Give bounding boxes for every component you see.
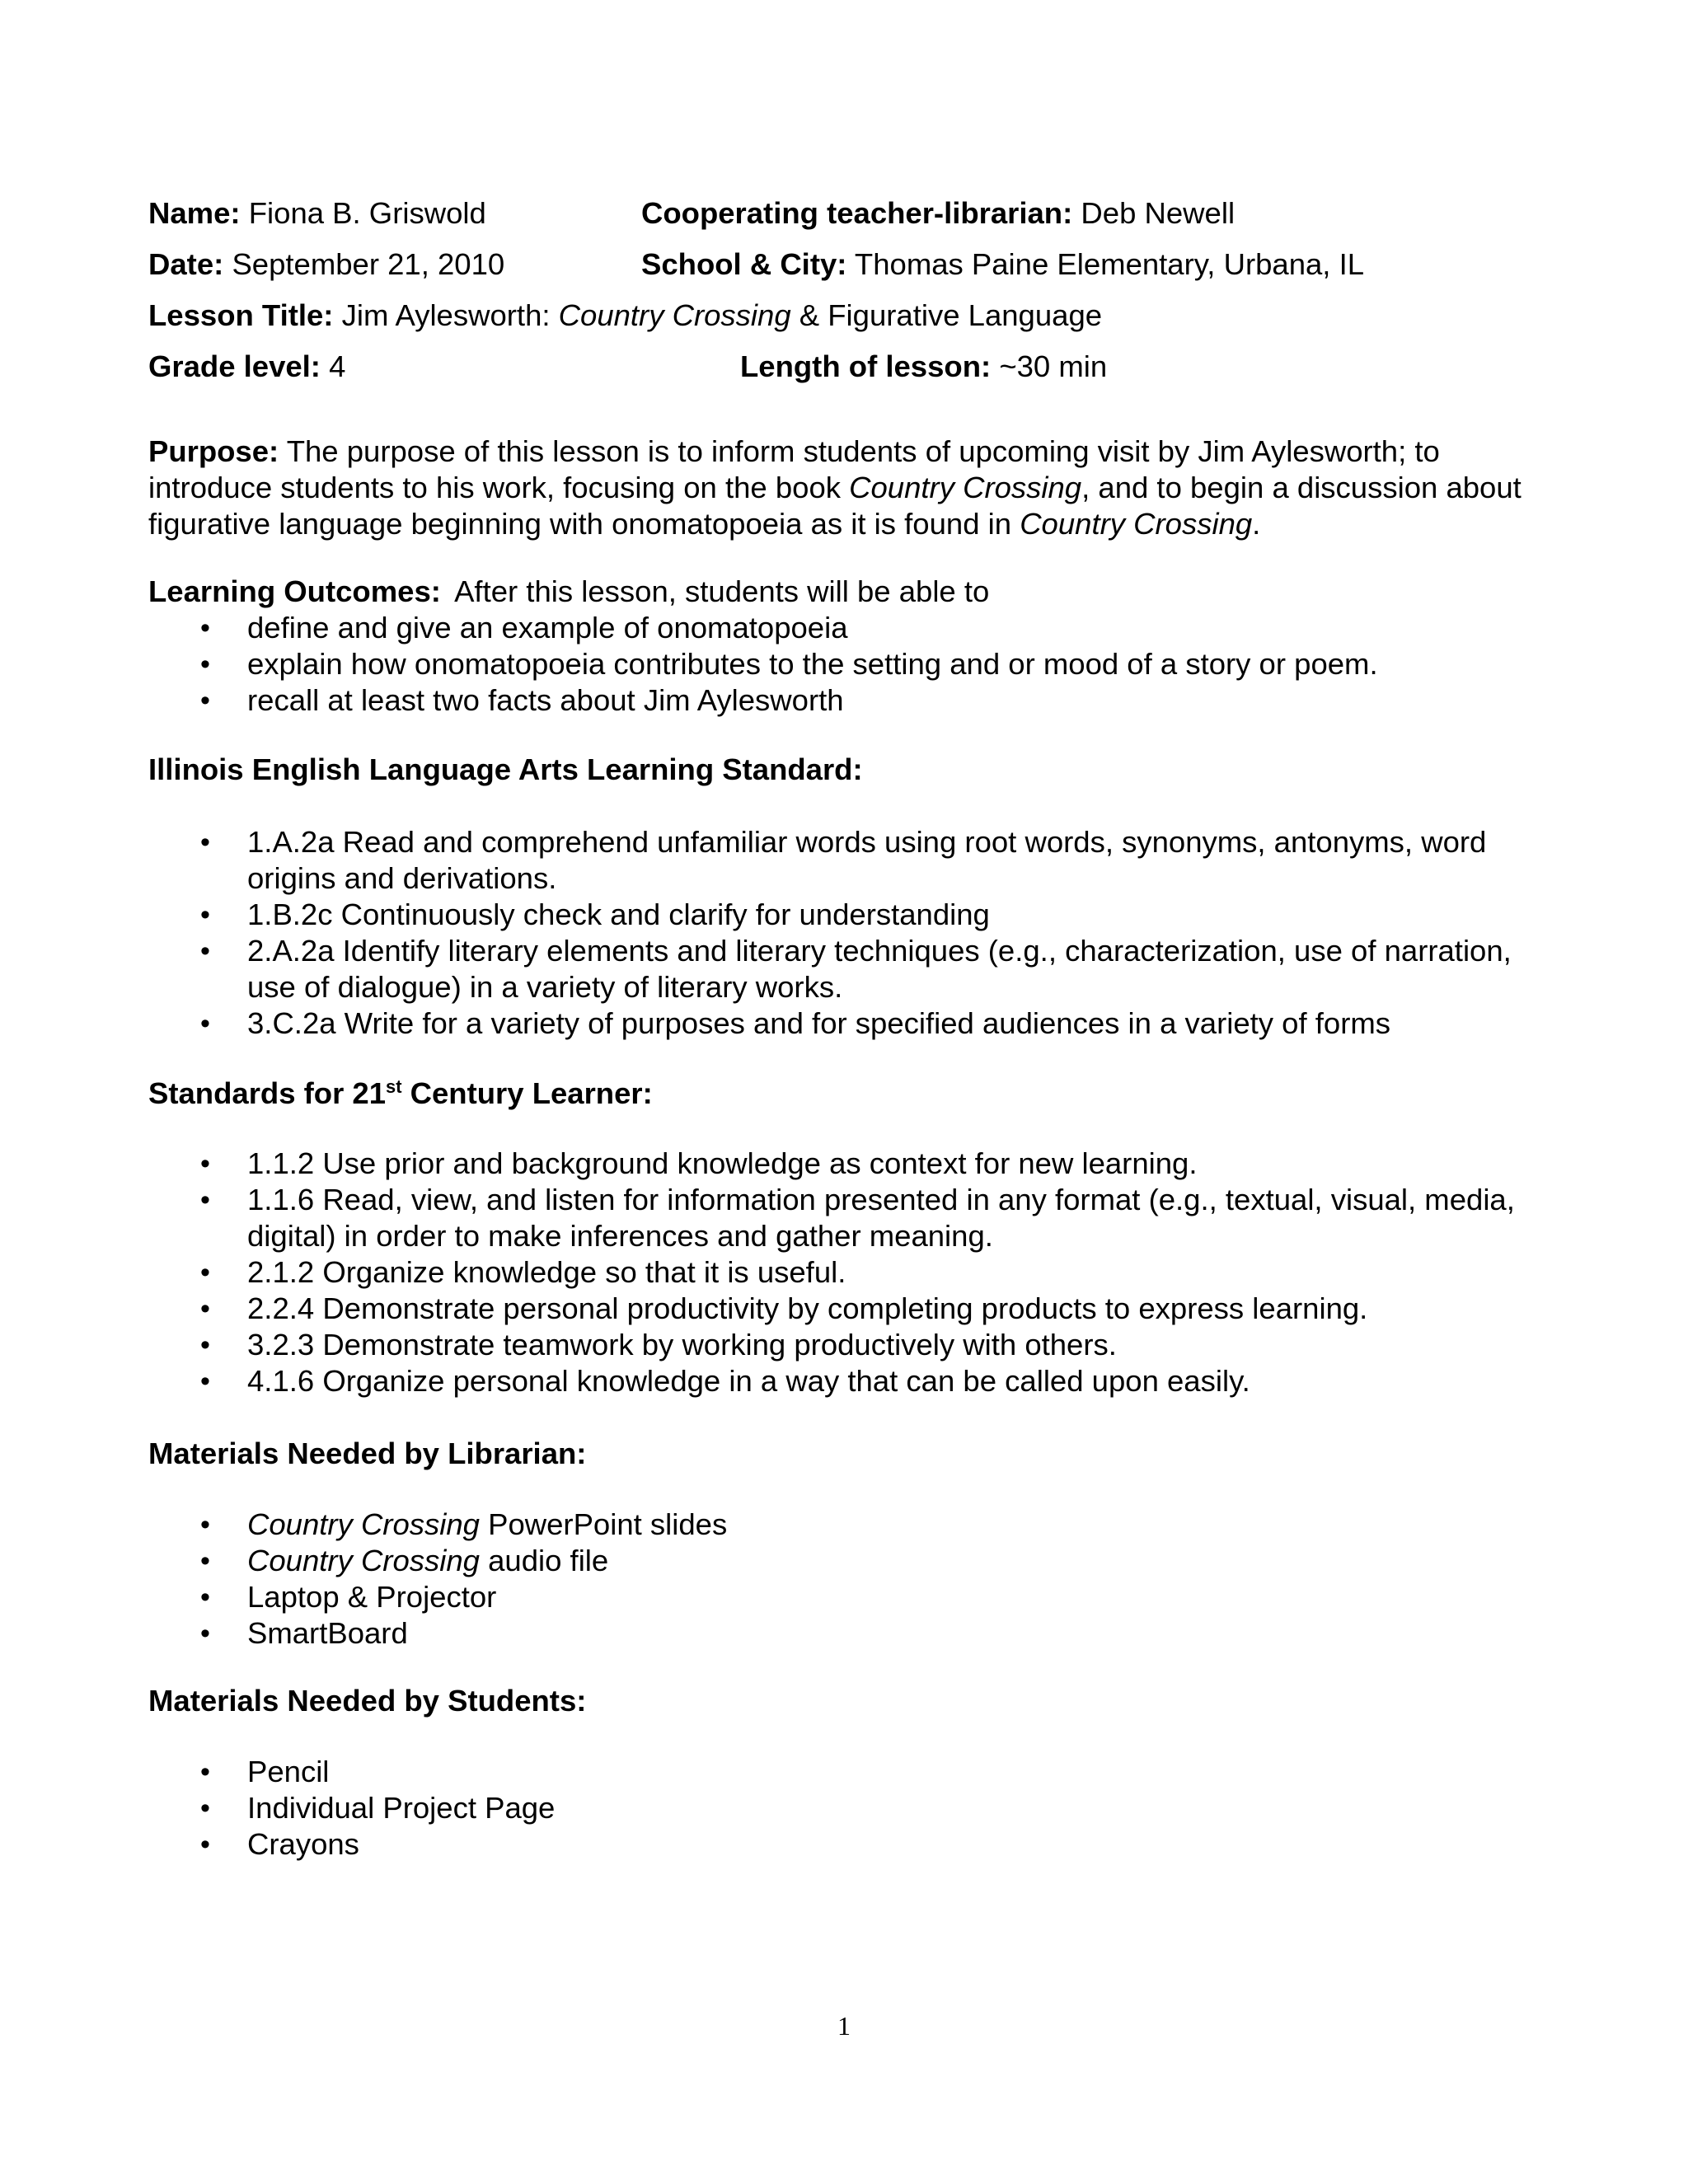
librarian-materials-heading: Materials Needed by Librarian: xyxy=(148,1436,587,1470)
list-item: • 1.1.6 Read, view, and listen for information presented in any format (e.g., textual, visual, media, digital) in order to make inferences and gather meaning. xyxy=(148,1182,1550,1254)
list-item: • 1.A.2a Read and comprehend unfamiliar words using root words, synonyms, antonyms, word origins and derivations. xyxy=(148,824,1550,897)
century-heading xyxy=(148,1076,653,1112)
material-book-1: Country Crossing xyxy=(247,1507,480,1541)
grade-value: 4 xyxy=(329,349,346,383)
purpose-text-1: The purpose of this lesson is to inform students of upcoming visit by Jim Aylesworth; to introduce students to his work, focusing on the book xyxy=(148,434,1440,504)
length-label: Length of lesson: xyxy=(740,349,992,383)
list-item xyxy=(148,1507,1550,1543)
list-item: • 4.1.6 Organize personal knowledge in a way that can be called upon easily. xyxy=(148,1363,1550,1399)
lesson-title-suffix: & Figurative Language xyxy=(790,298,1103,332)
coop-teacher-field xyxy=(641,196,1235,231)
date-value: September 21, 2010 xyxy=(232,247,505,281)
name-field xyxy=(148,196,486,231)
list-item: • 2.2.4 Demonstrate personal productivity by completing products to express learning. xyxy=(148,1291,1550,1327)
list-item: • Laptop & Projector xyxy=(148,1579,1550,1615)
list-item: • Individual Project Page xyxy=(148,1790,1550,1826)
list-item: • 3.2.3 Demonstrate teamwork by working productively with others. xyxy=(148,1327,1550,1363)
grade-label: Grade level: xyxy=(148,349,321,383)
school-label: School & City: xyxy=(641,247,847,281)
list-item xyxy=(148,1543,1550,1579)
purpose-book-1: Country Crossing xyxy=(849,471,1082,504)
school-value: Thomas Paine Elementary, Urbana, IL xyxy=(854,247,1365,281)
list-item: • 3.C.2a Write for a variety of purposes and for specified audiences in a variety of forms xyxy=(148,1005,1550,1042)
century-heading-pre: Standards for 21 xyxy=(148,1076,387,1110)
material-book-2: Country Crossing xyxy=(247,1544,480,1577)
purpose-book-2: Country Crossing xyxy=(1020,507,1253,541)
outcomes-list xyxy=(148,610,1550,719)
school-field xyxy=(641,247,1364,282)
illinois-list xyxy=(148,824,1550,1042)
student-materials-heading: Materials Needed by Students: xyxy=(148,1684,587,1718)
material-text-2: audio file xyxy=(479,1544,609,1577)
illinois-heading: Illinois English Language Arts Learning Standard: xyxy=(148,752,863,786)
date-label: Date: xyxy=(148,247,224,281)
list-item: • Crayons xyxy=(148,1826,1550,1863)
outcomes-label: Learning Outcomes: xyxy=(148,574,441,608)
librarian-materials-list xyxy=(148,1507,1550,1652)
list-item: • explain how onomatopoeia contributes to the setting and or mood of a story or poem. xyxy=(148,646,1550,682)
lesson-title-field xyxy=(148,298,1102,333)
purpose-text-2: , and to begin a discussion about figurative language beginning with onomatopoeia as it is found in xyxy=(148,471,1522,541)
list-item: • Pencil xyxy=(148,1754,1550,1790)
outcomes-intro-text: After this lesson, students will be able to xyxy=(454,574,990,608)
list-item: • 1.B.2c Continuously check and clarify for understanding xyxy=(148,897,1550,933)
grade-field xyxy=(148,349,345,384)
list-item: • 2.1.2 Organize knowledge so that it is useful. xyxy=(148,1254,1550,1291)
length-field xyxy=(740,349,1107,384)
century-heading-sup: st xyxy=(386,1076,402,1097)
list-item: • 2.A.2a Identify literary elements and literary techniques (e.g., characterization, use of narration, use of dialogue) in a variety of literary works. xyxy=(148,933,1550,1005)
list-item: • 1.1.2 Use prior and background knowledge as context for new learning. xyxy=(148,1146,1550,1182)
purpose-label: Purpose: xyxy=(148,434,279,468)
list-item: • SmartBoard xyxy=(148,1615,1550,1652)
material-text-1: PowerPoint slides xyxy=(479,1507,728,1541)
lesson-title-prefix: Jim Aylesworth: xyxy=(341,298,559,332)
coop-label: Cooperating teacher-librarian: xyxy=(641,196,1073,230)
coop-value: Deb Newell xyxy=(1081,196,1236,230)
name-label: Name: xyxy=(148,196,241,230)
date-field xyxy=(148,247,504,282)
purpose-text-3: . xyxy=(1252,507,1261,541)
century-list xyxy=(148,1146,1550,1399)
list-item: • define and give an example of onomatopoeia xyxy=(148,610,1550,646)
lesson-title-book: Country Crossing xyxy=(558,298,791,332)
purpose-paragraph xyxy=(148,434,1541,542)
lesson-title-label: Lesson Title: xyxy=(148,298,334,332)
length-value: ~30 min xyxy=(999,349,1108,383)
page-number: 1 xyxy=(837,2011,851,2041)
name-value: Fiona B. Griswold xyxy=(248,196,486,230)
student-materials-list xyxy=(148,1754,1550,1863)
list-item: • recall at least two facts about Jim Aylesworth xyxy=(148,682,1550,719)
century-heading-post: Century Learner: xyxy=(401,1076,653,1110)
outcomes-intro xyxy=(148,574,989,610)
